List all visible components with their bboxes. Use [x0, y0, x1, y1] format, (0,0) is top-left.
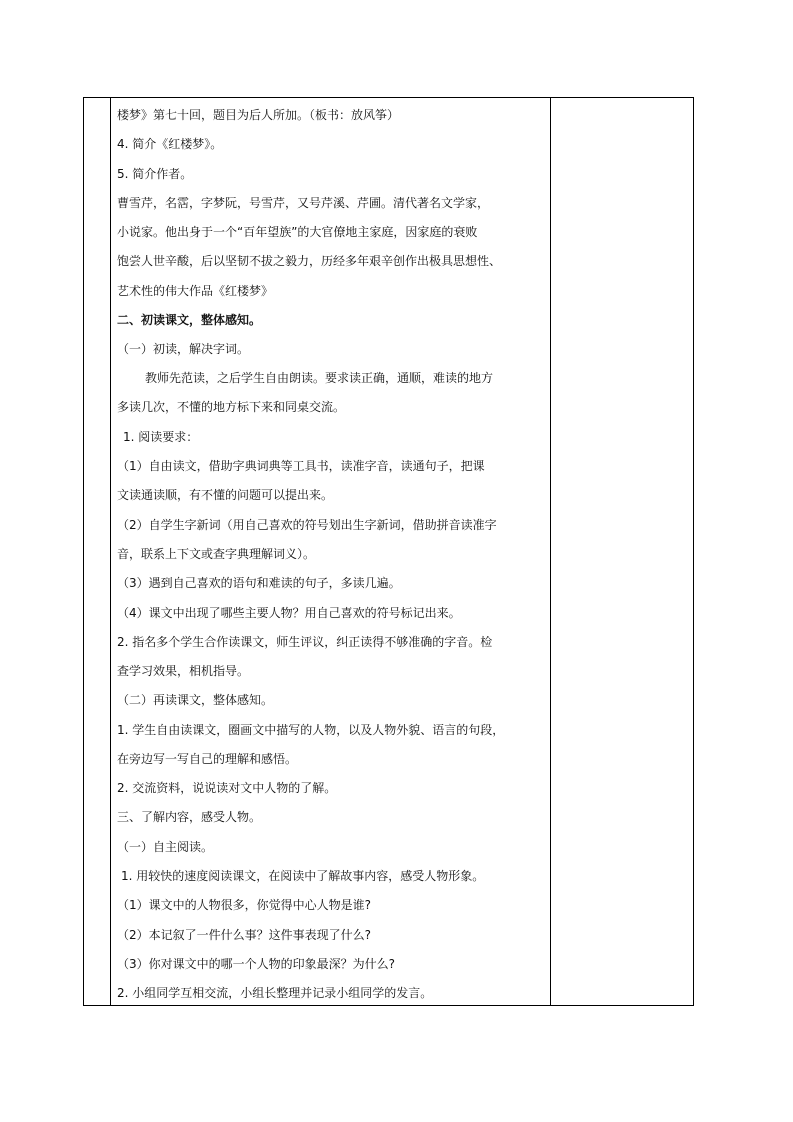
text-line: （3）你对课文中的哪一个人物的印象最深？为什么? — [117, 957, 396, 971]
text-line: 4. 简介《红楼梦》。 — [117, 137, 223, 151]
section-heading: 三、了解内容，感受人物。 — [117, 810, 262, 824]
text-line: （一）初读，解决字词。 — [117, 342, 250, 356]
text-line: （2）本记叙了一件什么事？这件事表现了什么? — [117, 928, 372, 942]
table-column-divider-right — [550, 98, 551, 1005]
text-line: 小说家。他出身于一个“百年望族”的大官僚地主家庭，因家庭的衰败 — [117, 225, 478, 239]
text-line: （4）课文中出现了哪些主要人物？用自己喜欢的符号标记出来。 — [117, 606, 461, 620]
text-line: 5. 简介作者。 — [117, 167, 193, 181]
text-line: 教师先范读，之后学生自由朗读。要求读正确，通顺，难读的地方 — [145, 371, 494, 385]
text-line: （一）自主阅读。 — [117, 840, 214, 854]
text-line: 1. 阅读要求： — [123, 430, 199, 444]
text-line: 曹雪芹，名霑，字梦阮，号雪芹，又号芹溪、芹圃。清代著名文学家， — [117, 196, 490, 210]
text-line: 1. 用较快的速度阅读课文，在阅读中了解故事内容，感受人物形象。 — [121, 869, 485, 883]
text-line: 饱尝人世辛酸，后以坚韧不拔之毅力，历经多年艰辛创作出极具思想性、 — [117, 254, 502, 268]
text-line: （1）课文中的人物很多，你觉得中心人物是谁? — [117, 898, 372, 912]
text-line: 1. 学生自由读课文，圈画文中描写的人物，以及人物外貌、语言的句段， — [117, 723, 505, 737]
section-heading: 二、初读课文，整体感知。 — [117, 313, 262, 327]
text-line: 文读通读顺，有不懂的问题可以提出来。 — [117, 488, 334, 502]
text-line: 楼梦》第七十回，题目为后人所加。（板书：放风筝） — [117, 108, 400, 122]
text-line: 2. 小组同学互相交流，小组长整理并记录小组同学的发言。 — [117, 986, 433, 1000]
text-line: （二）再读课文，整体感知。 — [117, 693, 274, 707]
text-line: 音，联系上下文或查字典理解词义）。 — [117, 547, 316, 561]
text-line: （1）自由读文，借助字典词典等工具书，读准字音，读通句子，把课 — [117, 459, 485, 473]
text-line: 在旁边写一写自己的理解和感悟。 — [117, 752, 298, 766]
text-line: （3）遇到自己喜欢的语句和难读的句子，多读几遍。 — [117, 576, 401, 590]
text-line: （2）自学生字新词（用自己喜欢的符号划出生字新词，借助拼音读准字 — [117, 518, 497, 532]
text-line: 多读几次，不懂的地方标下来和同桌交流。 — [117, 400, 346, 414]
table-column-divider-left — [110, 98, 111, 1005]
text-line: 查学习效果，相机指导。 — [117, 664, 250, 678]
text-line: 2. 指名多个学生合作读课文，师生评议，纠正读得不够准确的字音。检 — [117, 635, 493, 649]
text-line: 艺术性的伟大作品《红楼梦》 — [117, 284, 274, 298]
text-line: 2. 交流资料，说说读对文中人物的了解。 — [117, 781, 337, 795]
